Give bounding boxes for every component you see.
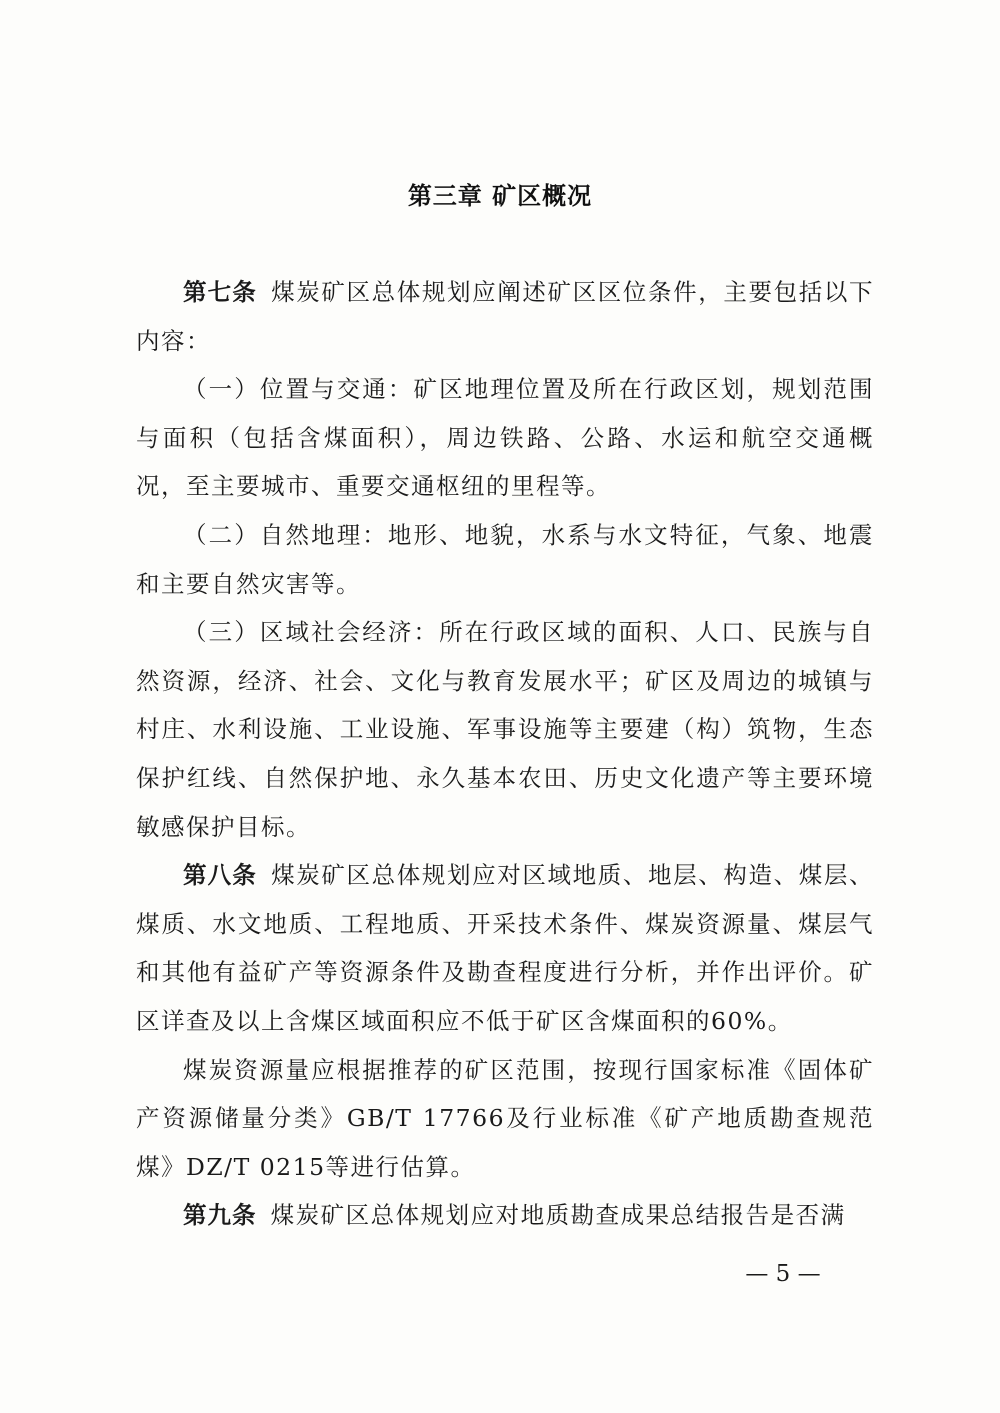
item-3-paragraph bbox=[136, 608, 874, 851]
paragraph-text: （二）自然地理：地形、地貌，水系与水文特征，气象、地震和主要自然灾害等。 bbox=[136, 520, 874, 598]
paragraph-text: 煤炭资源量应根据推荐的矿区范围，按现行国家标准《固体矿产资源储量分类》GB/T 17766及行业标准《矿产地质勘查规范 煤》DZ/T 0215等进行估算。 bbox=[136, 1055, 874, 1181]
chapter-title: 第三章 矿区概况 bbox=[407, 182, 593, 210]
article-label: 第九条 bbox=[183, 1201, 257, 1230]
page-number: — 5 — bbox=[745, 1261, 821, 1287]
paragraph-text: 煤炭矿区总体规划应阐述矿区区位条件，主要包括以下内容： bbox=[136, 278, 875, 355]
paragraph-text: 煤炭矿区总体规划应对区域地质、地层、构造、煤层、煤质、水文地质、工程地质、开采技术条件、煤炭资源量、煤层气和其他有益矿产等资源条件及勘查程度进行分析，并作出评价。矿区详查及以上含煤区域面积应不低于矿区含煤面积的60%。 bbox=[136, 861, 875, 1035]
document-body bbox=[136, 268, 874, 1240]
paragraph-text: 煤炭矿区总体规划应对地质勘查成果总结报告是否满 bbox=[270, 1201, 846, 1230]
article-label: 第七条 bbox=[183, 278, 257, 306]
item-2-paragraph bbox=[136, 511, 874, 608]
article-8-paragraph bbox=[136, 851, 874, 1045]
resource-estimate-paragraph bbox=[136, 1046, 874, 1192]
paragraph-text: （三）区域社会经济：所在行政区域的面积、人口、民族与自然资源，经济、社会、文化与教育发展水平；矿区及周边的城镇与村庄、水利设施、工业设施、军事设施等主要建（构）筑物，生态保护红线、自然保护地、永久基本农田、历史文化遗产等主要环境敏感保护目标。 bbox=[136, 618, 874, 841]
article-7-paragraph bbox=[136, 268, 874, 365]
article-label: 第八条 bbox=[183, 861, 257, 890]
paragraph-text: （一）位置与交通：矿区地理位置及所在行政区划，规划范围与面积（包括含煤面积），周边铁路、公路、水运和航空交通概况，至主要城市、重要交通枢纽的里程等。 bbox=[136, 375, 874, 501]
article-9-paragraph bbox=[136, 1191, 874, 1240]
item-1-paragraph bbox=[136, 365, 874, 511]
